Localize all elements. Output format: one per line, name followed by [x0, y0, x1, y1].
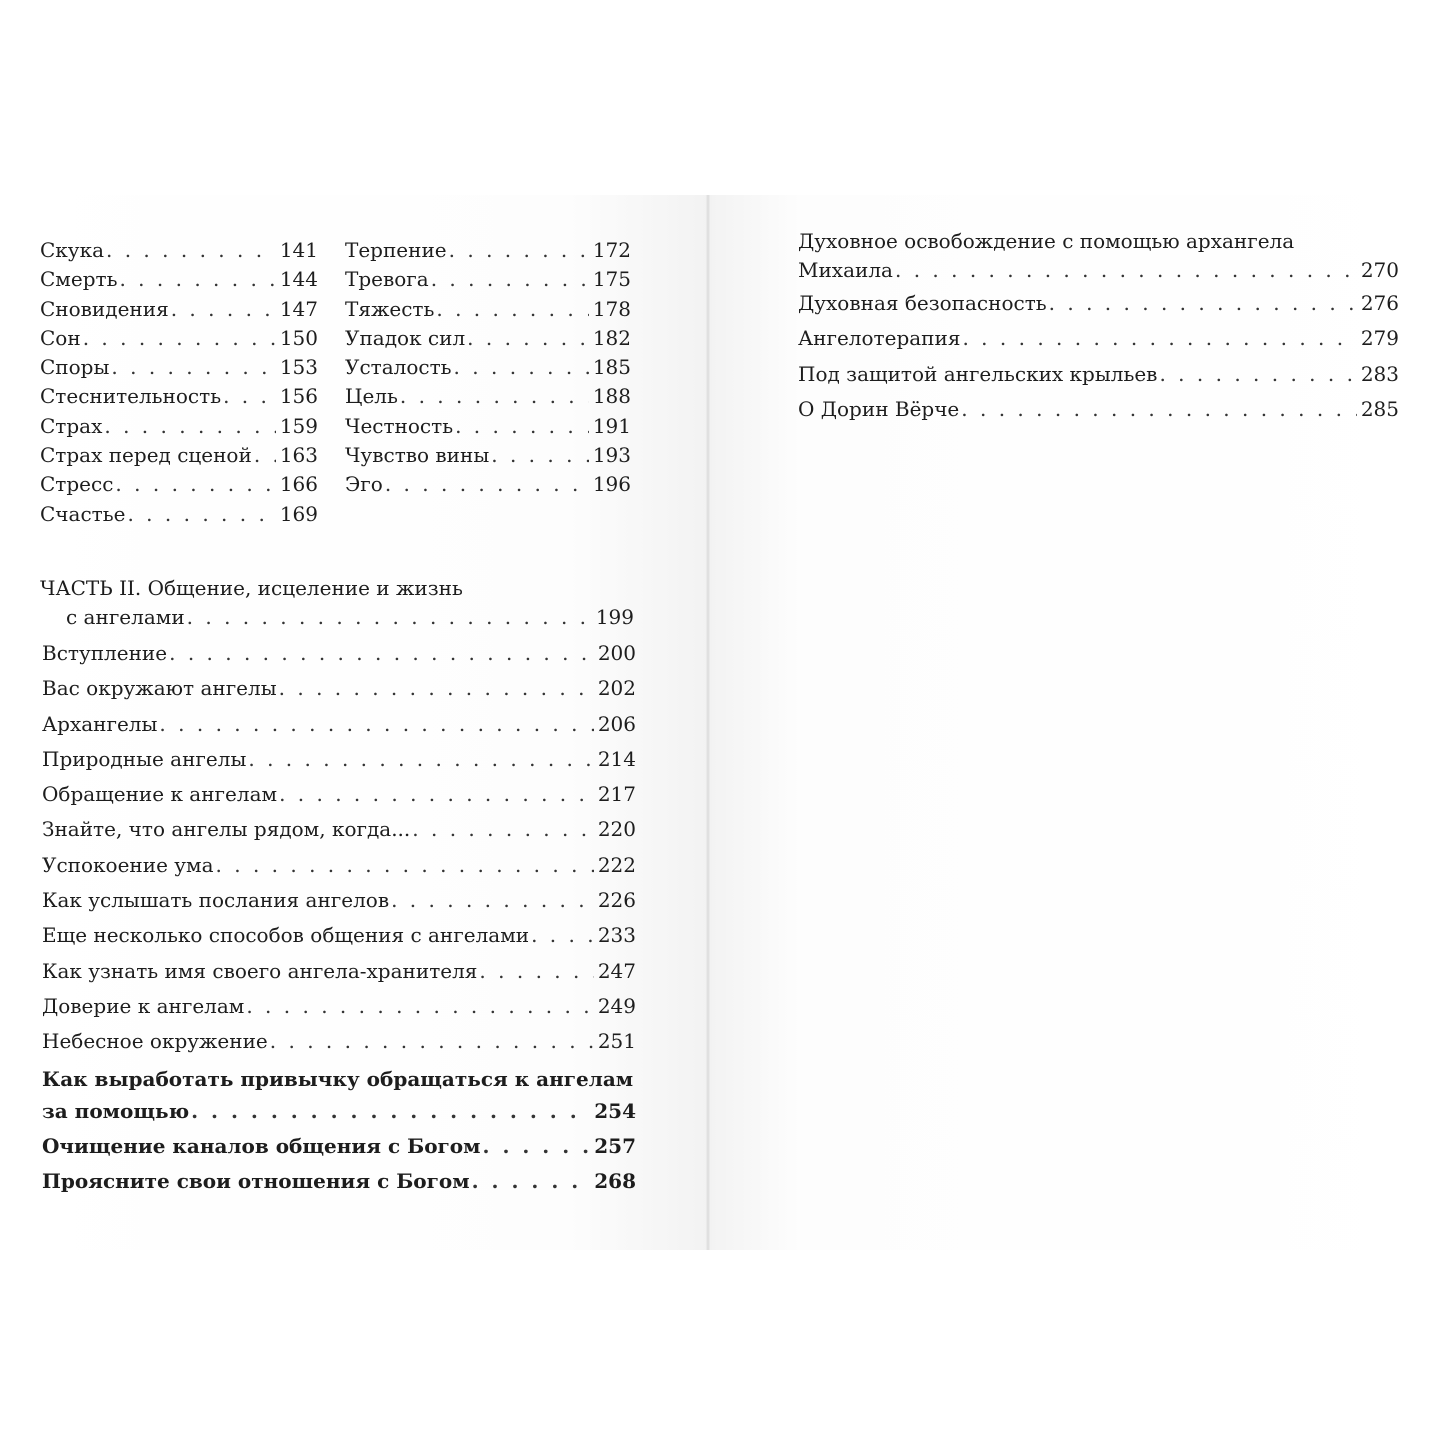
- toc-entry: [40, 265, 318, 294]
- toc-entry-line2-row: [42, 1094, 636, 1129]
- toc-entry-page: 175: [592, 267, 631, 292]
- dot-leader: [454, 353, 589, 382]
- toc-entry-title: Смерть: [40, 267, 118, 292]
- dot-leader: [491, 441, 589, 470]
- toc-entry-page: 169: [279, 501, 318, 526]
- toc-entry: [42, 1024, 636, 1059]
- toc-entry-title: Страх: [40, 413, 103, 438]
- dot-leader: [467, 324, 589, 353]
- toc-entry-page: 159: [279, 413, 318, 438]
- toc-entry-title: Знайте, что ангелы рядом, когда...: [42, 817, 411, 842]
- toc-entry-page: 150: [279, 325, 318, 350]
- dot-leader: [431, 265, 589, 294]
- toc-entry: [345, 441, 631, 470]
- dot-leader: [83, 324, 276, 353]
- toc-entry-page: 251: [597, 1029, 636, 1054]
- part-two-list: [42, 636, 636, 1199]
- toc-entry-title: Вас окружают ангелы: [42, 676, 277, 701]
- toc-entry-page: 156: [279, 384, 318, 409]
- toc-entry-page: 270: [1360, 258, 1399, 282]
- toc-entry: [40, 412, 318, 441]
- dot-leader: [455, 412, 589, 441]
- toc-entry-title: Проясните свои отношения с Богом: [42, 1169, 470, 1194]
- dot-leader: [223, 382, 276, 411]
- dot-leader: [248, 742, 593, 777]
- toc-entry: [42, 777, 636, 812]
- toc-entry-title: Цель: [345, 384, 398, 409]
- toc-entry-page: 279: [1360, 326, 1399, 351]
- dot-leader: [191, 1094, 590, 1129]
- toc-entry: [40, 470, 318, 499]
- dot-leader: [961, 392, 1357, 427]
- toc-entry-title: Чувство вины: [345, 443, 490, 468]
- toc-entry: [42, 707, 636, 742]
- toc-entry: [798, 286, 1399, 321]
- part-two-title-line1: ЧАСТЬ II. Общение, исцеление и жизнь: [40, 576, 463, 600]
- toc-entry-title: Под защитой ангельских крыльев: [798, 361, 1158, 386]
- toc-entry-page: 202: [597, 676, 636, 701]
- toc-entry-title: Упадок сил: [345, 325, 466, 350]
- dot-leader: [895, 256, 1357, 285]
- toc-entry-title: Страх перед сценой: [40, 443, 252, 468]
- toc-entry-page: 285: [1360, 396, 1399, 421]
- toc-entry-page: 166: [279, 472, 318, 497]
- toc-entry-title: Обращение к ангелам: [42, 782, 278, 807]
- toc-entry: [42, 1129, 636, 1164]
- toc-entry-title-line1: Как выработать привычку обращаться к ангелам: [42, 1066, 634, 1091]
- toc-entry: [42, 636, 636, 671]
- dot-leader: [479, 954, 593, 989]
- dot-leader: [104, 412, 275, 441]
- toc-entry-page: 276: [1360, 291, 1399, 315]
- toc-entry-title: Доверие к ангелам: [42, 993, 245, 1018]
- toc-entry-page: 163: [279, 443, 318, 468]
- toc-entry-title: Эго: [345, 472, 383, 497]
- dot-leader: [1049, 286, 1357, 321]
- dot-leader: [531, 918, 594, 953]
- toc-entry-title: Успокоение ума: [42, 852, 214, 877]
- toc-entry-page: 196: [592, 472, 631, 497]
- part-two-title-line2-row: [40, 603, 634, 632]
- toc-entry-title: Честность: [345, 413, 454, 438]
- part-two-heading: [40, 573, 634, 632]
- toc-entry: [40, 353, 318, 382]
- toc-entry: [40, 382, 318, 411]
- toc-entry-page: 283: [1360, 361, 1399, 386]
- toc-entry: [42, 954, 636, 989]
- dot-leader: [449, 236, 589, 265]
- toc-entry-title: Скука: [40, 238, 104, 262]
- toc-entry: [345, 295, 631, 324]
- dot-leader: [412, 812, 594, 847]
- dot-leader: [216, 848, 594, 883]
- toc-entry-title: Счастье: [40, 501, 126, 526]
- toc-entry-title: Тяжесть: [345, 296, 435, 321]
- toc-entry-title-line2: Михаила: [798, 258, 893, 282]
- toc-entry-title-line2: за помощью: [42, 1098, 190, 1123]
- toc-entry-title: Тревога: [345, 267, 429, 292]
- toc-entry: [40, 236, 318, 265]
- toc-entry: [345, 236, 631, 265]
- toc-entry-page: 257: [594, 1133, 636, 1158]
- right-page-list: [798, 286, 1399, 427]
- toc-entry-page: 147: [279, 296, 318, 321]
- toc-entry: [798, 321, 1399, 356]
- toc-entry: [42, 918, 636, 953]
- toc-entry-title-line1: Духовное освобождение с помощью архангела: [798, 229, 1295, 253]
- toc-entry-title: Вступление: [42, 641, 168, 665]
- toc-entry-title: Еще несколько способов общения с ангелами: [42, 923, 530, 948]
- dot-leader: [270, 1024, 594, 1059]
- dot-leader: [400, 382, 589, 411]
- toc-entry-page: 247: [597, 958, 636, 983]
- dot-leader: [962, 321, 1356, 356]
- toc-entry-page: 254: [594, 1098, 636, 1123]
- dot-leader: [246, 989, 593, 1024]
- dot-leader: [472, 1164, 591, 1199]
- toc-entry: [345, 353, 631, 382]
- dot-leader: [187, 603, 592, 632]
- toc-entry-page: 220: [597, 817, 636, 842]
- toc-entry-page: 217: [597, 782, 636, 807]
- toc-entry-page: 141: [279, 238, 318, 262]
- toc-entry: [42, 1164, 636, 1199]
- toc-entry-page: 178: [592, 296, 631, 321]
- dot-leader: [115, 470, 275, 499]
- toc-entry: [40, 295, 318, 324]
- toc-entry: [42, 742, 636, 777]
- toc-entry-title: Стеснительность: [40, 384, 222, 409]
- dot-leader: [279, 671, 594, 706]
- toc-entry: [345, 412, 631, 441]
- toc-entry-page: 172: [592, 238, 631, 262]
- toc-entry-page: 233: [597, 923, 636, 948]
- toc-entry: [40, 500, 318, 529]
- toc-entry-title: Архангелы: [42, 711, 158, 736]
- toc-entry-page: 185: [592, 355, 631, 380]
- toc-entry-page: 191: [592, 413, 631, 438]
- part-two-title-line2: с ангелами: [66, 605, 185, 629]
- toc-entry-line2-row: [798, 256, 1399, 285]
- toc-entry-title: Как услышать послания ангелов: [42, 888, 390, 913]
- toc-column-b: [345, 236, 631, 500]
- toc-entry-page: 222: [597, 852, 636, 877]
- toc-entry-page: 226: [597, 888, 636, 913]
- toc-entry-multiline: [42, 1064, 636, 1129]
- toc-entry-title: О Дорин Вёрче: [798, 396, 960, 421]
- toc-entry-multiline: [798, 226, 1399, 285]
- dot-leader: [119, 265, 275, 294]
- toc-entry-title: Природные ангелы: [42, 746, 247, 771]
- toc-entry-title: Ангелотерапия: [798, 326, 961, 351]
- toc-entry-title: Сон: [40, 325, 81, 350]
- toc-entry-title: Стресс: [40, 472, 114, 497]
- toc-entry: [345, 324, 631, 353]
- toc-entry-title: Очищение каналов общения с Богом: [42, 1133, 481, 1158]
- toc-entry: [42, 989, 636, 1024]
- toc-entry: [40, 324, 318, 353]
- dot-leader: [436, 295, 588, 324]
- toc-entry-page: 144: [279, 267, 318, 292]
- toc-entry-page: 193: [592, 443, 631, 468]
- toc-entry: [40, 441, 318, 470]
- toc-entry: [345, 265, 631, 294]
- toc-entry-title: Как узнать имя своего ангела-хранителя: [42, 958, 478, 983]
- dot-leader: [169, 636, 594, 671]
- toc-entry-title: Усталость: [345, 355, 452, 380]
- toc-entry: [42, 848, 636, 883]
- toc-entry-page: 249: [597, 993, 636, 1018]
- dot-leader: [385, 470, 589, 499]
- dot-leader: [254, 441, 276, 470]
- toc-entry-title: Терпение: [345, 238, 447, 262]
- dot-leader: [1159, 357, 1356, 392]
- book-gutter: [706, 195, 710, 1250]
- dot-leader: [391, 883, 594, 918]
- toc-entry: [42, 812, 636, 847]
- toc-entry-title: Небесное окружение: [42, 1029, 268, 1054]
- dot-leader: [483, 1129, 591, 1164]
- toc-entry-title: Споры: [40, 355, 110, 380]
- toc-entry: [345, 382, 631, 411]
- dot-leader: [106, 236, 276, 265]
- toc-entry-page: 199: [595, 605, 634, 629]
- toc-entry-title: Духовная безопасность: [798, 291, 1047, 315]
- toc-entry: [42, 671, 636, 706]
- toc-entry: [345, 470, 631, 499]
- toc-entry-title: Сновидения: [40, 296, 169, 321]
- toc-entry: [798, 357, 1399, 392]
- toc-entry-page: 200: [597, 641, 636, 665]
- dot-leader: [171, 295, 276, 324]
- dot-leader: [159, 707, 593, 742]
- dot-leader: [127, 500, 275, 529]
- toc-entry-page: 206: [597, 711, 636, 736]
- dot-leader: [111, 353, 275, 382]
- toc-column-a: [40, 236, 318, 529]
- toc-entry: [798, 392, 1399, 427]
- toc-entry-page: 188: [592, 384, 631, 409]
- toc-entry-page: 268: [594, 1169, 636, 1194]
- dot-leader: [279, 777, 594, 812]
- toc-entry-page: 182: [592, 325, 631, 350]
- toc-entry: [42, 883, 636, 918]
- toc-entry-page: 153: [279, 355, 318, 380]
- toc-entry-page: 214: [597, 746, 636, 771]
